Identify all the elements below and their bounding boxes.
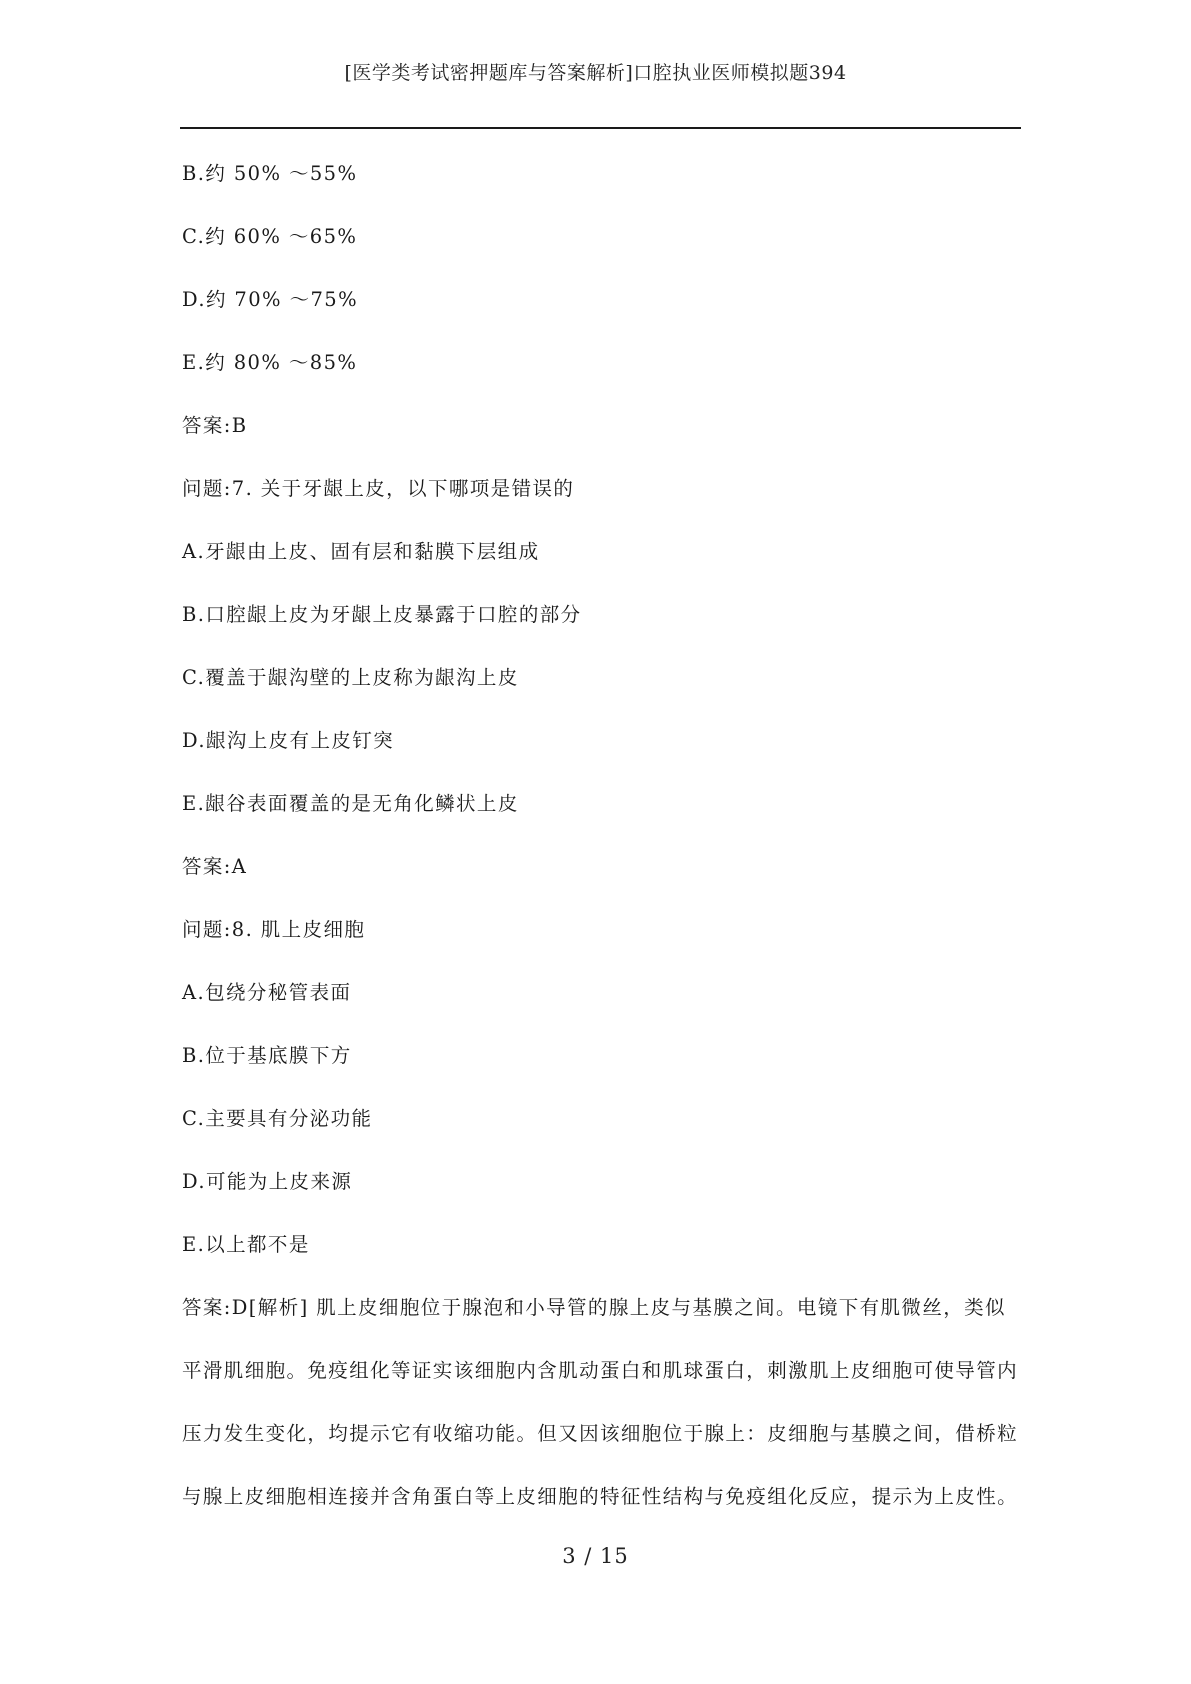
header-divider <box>180 127 1021 129</box>
option-d-q8: D.可能为上皮来源 <box>182 1170 353 1193</box>
option-c-q8: C.主要具有分泌功能 <box>182 1107 373 1130</box>
answer-q7: 答案:A <box>182 855 248 878</box>
option-d-q7: D.龈沟上皮有上皮钉突 <box>182 729 395 752</box>
option-b-q8: B.位于基底膜下方 <box>182 1044 352 1067</box>
option-a-q8: A.包绕分秘管表面 <box>182 981 352 1004</box>
page-number: 3 / 15 <box>562 1544 629 1568</box>
answer-q8-explanation-line-3: 压力发生变化，均提示它有收缩功能。但又因该细胞位于腺上：皮细胞与基膜之间，借桥粒 <box>182 1422 1019 1445</box>
answer-q8-explanation-line-4: 与腺上皮细胞相连接并含角蛋白等上皮细胞的特征性结构与免疫组化反应，提示为上皮性。 <box>182 1485 1019 1508</box>
question-7: 问题:7. 关于牙龈上皮，以下哪项是错误的 <box>182 477 575 500</box>
option-a-q7: A.牙龈由上皮、固有层和黏膜下层组成 <box>182 540 540 563</box>
option-e-q8: E.以上都不是 <box>182 1233 310 1256</box>
answer-q6: 答案:B <box>182 414 248 437</box>
answer-q8-explanation-line-2: 平滑肌细胞。免疫组化等证实该细胞内含肌动蛋白和肌球蛋白，刺激肌上皮细胞可使导管内 <box>182 1359 1019 1382</box>
option-c-q7: C.覆盖于龈沟壁的上皮称为龈沟上皮 <box>182 666 519 689</box>
option-e-q6: E.约 80% ～85% <box>182 351 358 374</box>
question-8: 问题:8. 肌上皮细胞 <box>182 918 366 941</box>
option-d-q6: D.约 70% ～75% <box>182 288 359 311</box>
option-b-q6: B.约 50% ～55% <box>182 162 358 185</box>
option-e-q7: E.龈谷表面覆盖的是无角化鳞状上皮 <box>182 792 519 815</box>
option-c-q6: C.约 60% ～65% <box>182 225 358 248</box>
answer-q8-explanation-line-1: 答案:D[解析] 肌上皮细胞位于腺泡和小导管的腺上皮与基膜之间。电镜下有肌微丝，类似 <box>182 1296 1006 1319</box>
option-b-q7: B.口腔龈上皮为牙龈上皮暴露于口腔的部分 <box>182 603 582 626</box>
page-header-title: [医学类考试密押题库与答案解析]口腔执业医师模拟题394 <box>344 62 847 84</box>
